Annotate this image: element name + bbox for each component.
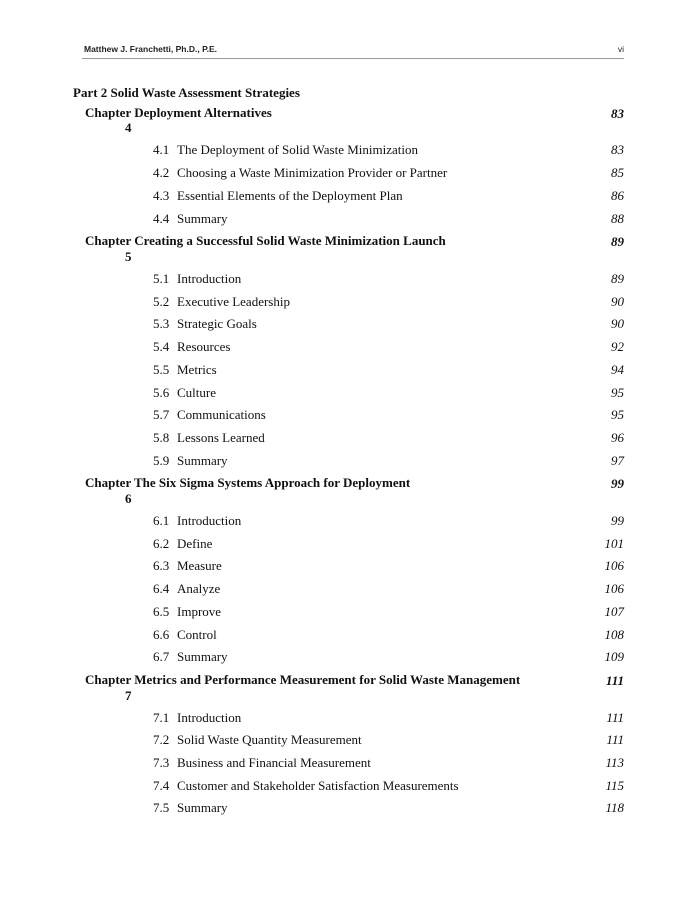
section-number: 5.1 [153,271,170,286]
section-number: 7.3 [153,755,170,770]
chapter-page: 83 [611,106,624,121]
section-title: Resources [177,339,231,354]
section-page: 118 [605,800,624,815]
header-page-number: vi [617,44,624,54]
section-title: Define [177,536,213,551]
section-page: 88 [611,211,624,226]
chapter-page: 111 [605,673,624,688]
section-title: Lessons Learned [177,430,265,445]
section-title: Summary [177,800,228,815]
chapter-number: 7 [125,688,132,703]
section-page: 107 [604,604,624,619]
section-number: 6.4 [153,581,170,596]
section-number: 7.5 [153,800,170,815]
section-page: 90 [611,294,624,309]
section-number: 5.8 [153,430,170,445]
section-title: Control [177,627,217,642]
section-page: 85 [611,165,624,180]
section-page: 86 [611,188,624,203]
section-title: Summary [177,453,228,468]
section-page: 111 [606,732,624,747]
section-page: 113 [605,755,624,770]
section-page: 106 [604,581,624,596]
section-page: 111 [606,710,624,725]
section-number: 5.4 [153,339,170,354]
section-page: 95 [611,385,624,400]
section-title: Communications [177,407,266,422]
section-title: Summary [177,649,228,664]
chapter-number: 4 [125,120,132,135]
section-number: 4.1 [153,142,170,157]
section-number: 6.2 [153,536,170,551]
section-title: Choosing a Waste Minimization Provider or Partner [177,165,448,180]
section-title: Introduction [177,271,242,286]
section-title: Introduction [177,710,242,725]
section-number: 5.9 [153,453,170,468]
header-divider [82,58,624,59]
section-title: Essential Elements of the Deployment Plan [177,188,403,203]
section-title: Metrics [177,362,217,377]
section-number: 6.7 [153,649,170,664]
section-page: 108 [604,627,624,642]
section-number: 5.3 [153,316,170,331]
section-number: 4.3 [153,188,170,203]
section-page: 106 [604,558,624,573]
chapter-title: Chapter Deployment Alternatives [85,105,272,120]
part-title: Part 2 Solid Waste Assessment Strategies [73,85,300,100]
section-page: 92 [611,339,624,354]
section-title: The Deployment of Solid Waste Minimization [177,142,418,157]
section-title: Customer and Stakeholder Satisfaction Measurements [177,778,459,793]
section-page: 95 [611,407,624,422]
chapter-page: 89 [611,234,624,249]
chapter-title: Chapter Metrics and Performance Measurement for Solid Waste Management [85,672,521,687]
section-number: 6.3 [153,558,170,573]
section-title: Strategic Goals [177,316,257,331]
chapter-number: 6 [125,491,132,506]
section-page: 83 [611,142,624,157]
section-page: 101 [604,536,624,551]
chapter-title: Chapter Creating a Successful Solid Waste Minimization Launch [85,233,446,248]
section-page: 99 [611,513,624,528]
section-page: 97 [611,453,624,468]
section-number: 7.2 [153,732,170,747]
section-number: 7.1 [153,710,170,725]
section-page: 96 [611,430,624,445]
section-page: 90 [611,316,624,331]
section-title: Analyze [177,581,221,596]
section-title: Business and Financial Measurement [177,755,371,770]
chapter-page: 99 [611,476,624,491]
section-number: 6.6 [153,627,170,642]
section-number: 5.6 [153,385,170,400]
header-author: Matthew J. Franchetti, Ph.D., P.E. [84,44,218,54]
section-number: 5.2 [153,294,170,309]
section-page: 115 [605,778,624,793]
section-page: 94 [611,362,624,377]
section-page: 89 [611,271,624,286]
section-title: Solid Waste Quantity Measurement [177,732,362,747]
section-number: 4.2 [153,165,170,180]
running-header [84,44,624,58]
section-number: 6.5 [153,604,170,619]
section-number: 5.5 [153,362,170,377]
section-number: 4.4 [153,211,170,226]
section-title: Culture [177,385,216,400]
section-number: 5.7 [153,407,170,422]
section-number: 6.1 [153,513,170,528]
chapter-title: Chapter The Six Sigma Systems Approach for Deployment [85,475,411,490]
section-title: Introduction [177,513,242,528]
section-title: Measure [177,558,222,573]
section-page: 109 [604,649,624,664]
section-title: Improve [177,604,222,619]
section-title: Summary [177,211,228,226]
section-title: Executive Leadership [177,294,290,309]
section-number: 7.4 [153,778,170,793]
chapter-number: 5 [125,249,132,264]
